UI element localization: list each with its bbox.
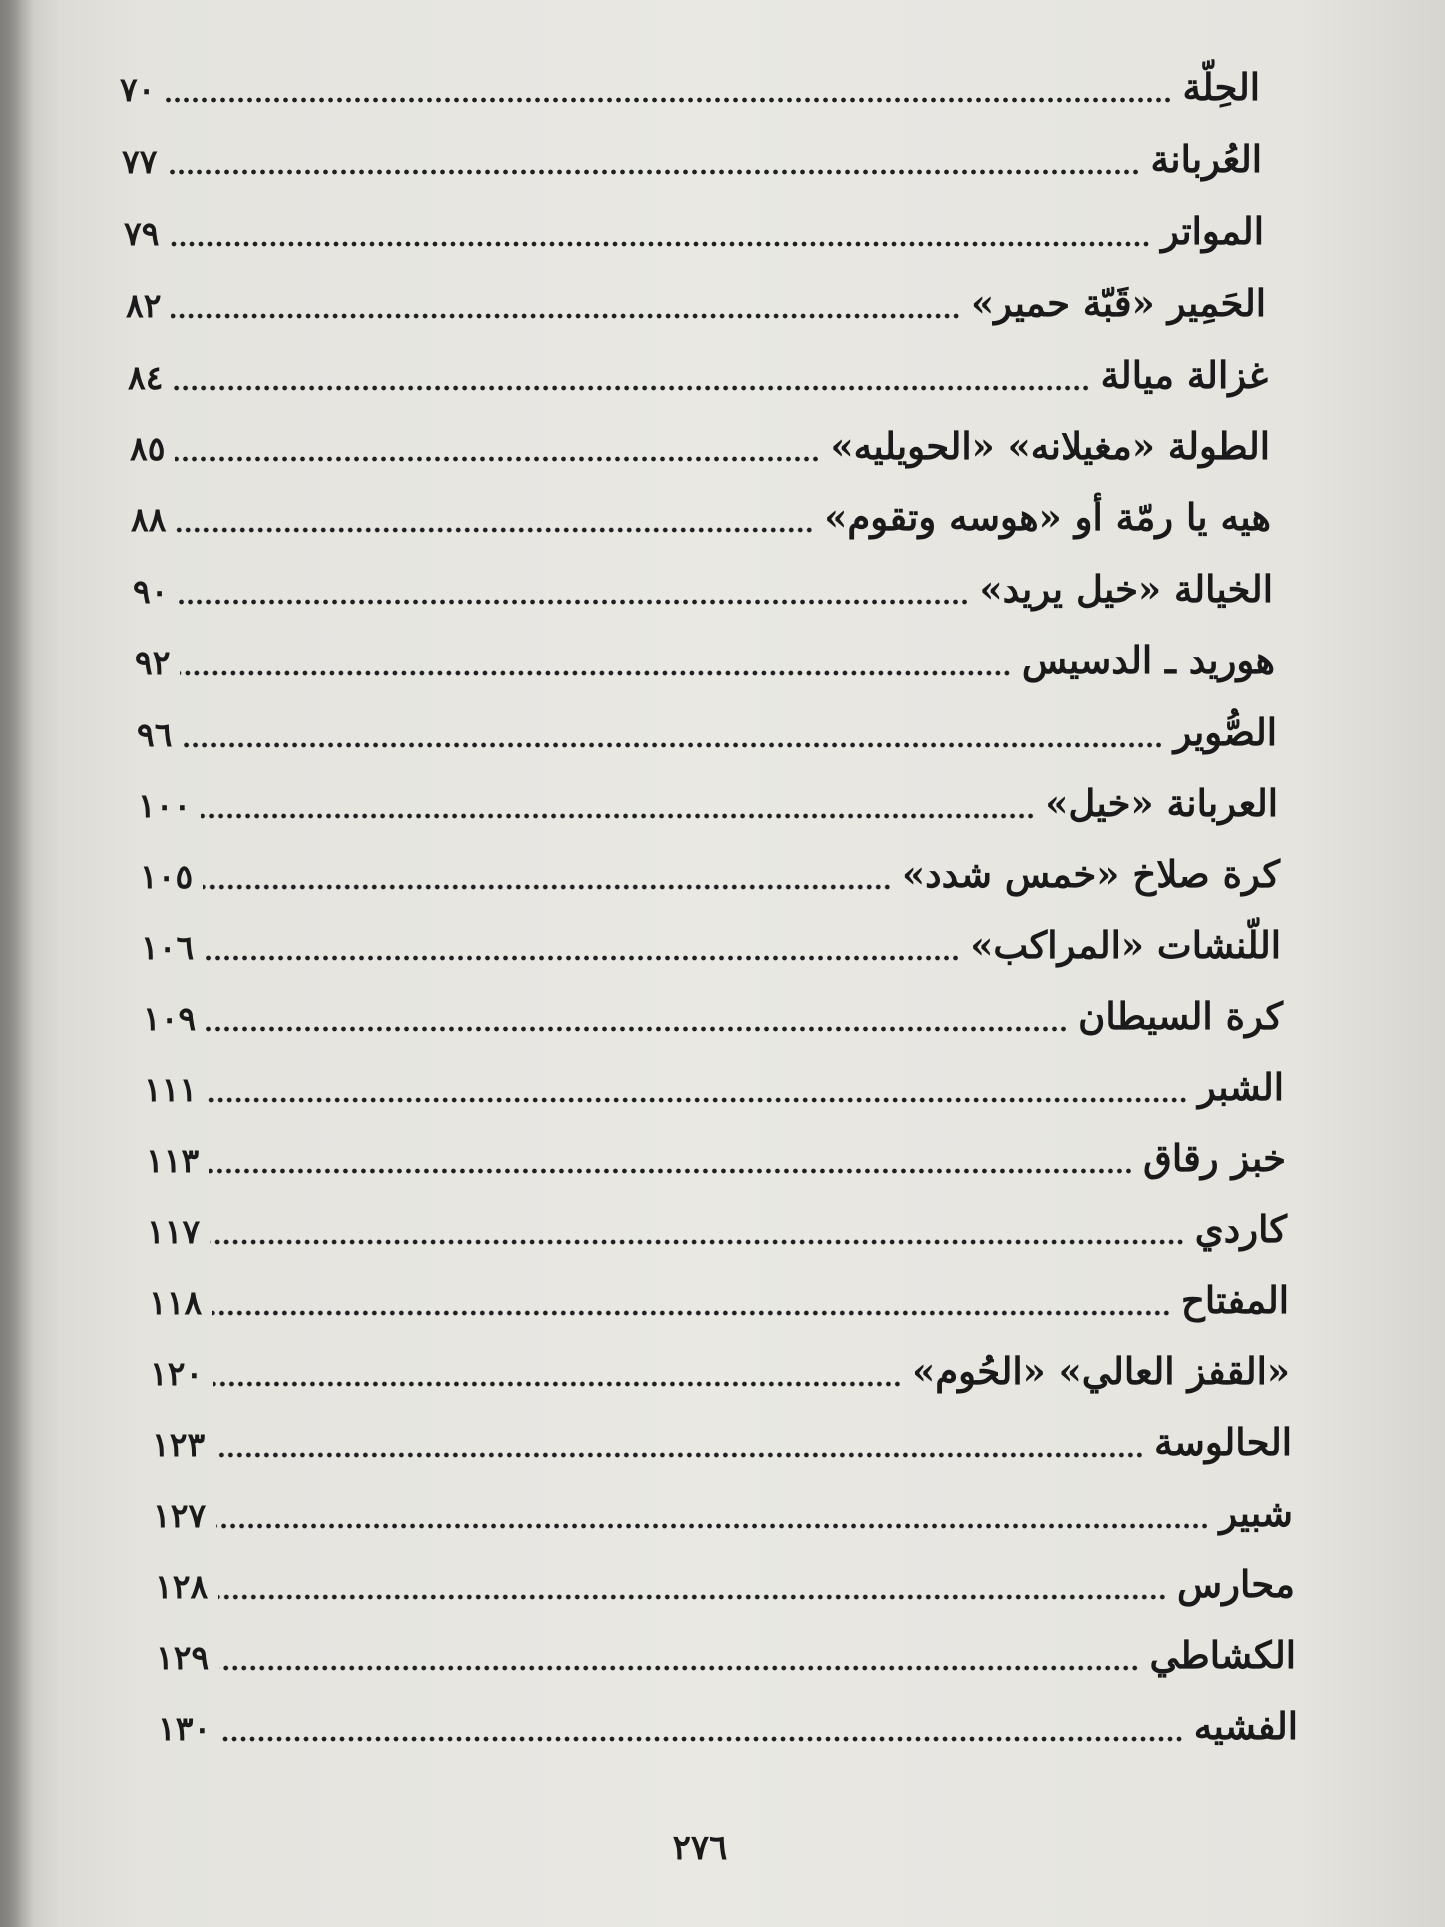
toc-entry-page: ٨٨ [131, 500, 167, 539]
toc-entry [120, 50, 1260, 110]
toc-entry-page: ٧٠ [120, 70, 156, 109]
toc-entry-title: العُربانة [1150, 137, 1262, 181]
toc-entry-page: ١١١ [144, 1070, 198, 1109]
dot-leader [176, 526, 814, 534]
toc-entry-page: ١٠٠ [138, 786, 192, 825]
toc-entry [144, 1050, 1284, 1110]
toc-entry [150, 1334, 1290, 1394]
toc-entry-title: اللّنشات «المراكب» [970, 923, 1281, 967]
page-number: ٢٧٦ [672, 1828, 728, 1868]
toc-entry-title: كرة صلاخ «خمس شدد» [901, 852, 1280, 896]
toc-entry-page: ٨٢ [126, 286, 162, 325]
toc-entry [152, 1405, 1292, 1465]
toc-entry [147, 1192, 1287, 1252]
dot-leader [203, 883, 892, 891]
toc-entry-page: ١٢٣ [152, 1425, 206, 1464]
toc-entry [137, 695, 1277, 755]
dot-leader [209, 1167, 1133, 1175]
dot-leader [216, 1522, 1209, 1530]
toc-entry-page: ٧٩ [124, 214, 160, 253]
toc-entry-title: شبير [1219, 1491, 1293, 1535]
toc-entry-title: المواتر [1160, 209, 1264, 253]
toc-entry-title: كرة السيطان [1078, 994, 1283, 1038]
toc-entry-page: ١٠٩ [143, 999, 197, 1038]
toc-entry [156, 1618, 1296, 1678]
dot-leader [207, 1096, 1188, 1104]
toc-entry-title: محارس [1176, 1562, 1295, 1606]
toc-entry-title: الكشاطي [1149, 1633, 1296, 1677]
dot-leader [165, 96, 1172, 104]
dot-leader [201, 812, 1035, 820]
dot-leader [218, 1593, 1167, 1601]
toc-entry [124, 194, 1264, 254]
dot-leader [215, 1451, 1144, 1459]
toc-entry-title: خبز رقاق [1143, 1136, 1286, 1180]
toc-entry-title: هوريد ـ الدسيس [1021, 638, 1275, 682]
toc-entry [135, 623, 1275, 683]
toc-entry [128, 338, 1268, 398]
toc-entry-title: الحِلّة [1182, 65, 1260, 109]
toc-entry-title: المفتاح [1181, 1278, 1289, 1322]
toc-entry [158, 1689, 1298, 1749]
toc-entry-page: ٧٧ [122, 142, 158, 181]
toc-entry-page: ١١٣ [146, 1141, 200, 1180]
toc-entry-title: الفشيه [1193, 1704, 1298, 1748]
toc-entry-page: ١٠٦ [141, 928, 195, 967]
toc-entry-page: ١٠٥ [140, 857, 194, 896]
toc-entry [140, 837, 1280, 897]
toc-entry-title: الحَمِير «قَبّة حمير» [971, 281, 1266, 325]
dot-leader [171, 312, 961, 320]
toc-entry-page: ٨٤ [128, 358, 164, 397]
toc-entry-page: ٩٠ [133, 572, 169, 611]
toc-entry-page: ١٣٠ [158, 1709, 212, 1748]
dot-leader [221, 1735, 1184, 1743]
toc-entry [133, 552, 1273, 612]
dot-leader [213, 1380, 902, 1388]
toc-entry [143, 979, 1283, 1039]
dot-leader [175, 455, 820, 463]
toc-entry [149, 1263, 1289, 1323]
dot-leader [204, 954, 960, 962]
toc-entry [138, 766, 1278, 826]
toc-entry-title: كاردي [1194, 1207, 1287, 1251]
dot-leader [173, 384, 1090, 392]
toc-entry-page: ٩٦ [137, 715, 173, 754]
dot-leader [210, 1238, 1185, 1246]
toc-entry [130, 409, 1270, 469]
toc-entry-title: هيه يا رمّة أو «هوسه وتقوم» [824, 495, 1271, 539]
toc-entry [153, 1476, 1293, 1536]
toc-entry-title: الطولة «مغيلانه» «الحويليه» [830, 424, 1270, 468]
toc-entry [126, 266, 1266, 326]
dot-leader [212, 1309, 1171, 1317]
dot-leader [182, 741, 1163, 749]
toc-entry-title: غزالة ميالة [1100, 353, 1268, 397]
dot-leader [169, 240, 1150, 248]
toc-entry-page: ١١٧ [147, 1212, 201, 1251]
toc-entry [146, 1121, 1286, 1181]
toc-entry-page: ٩٢ [135, 643, 171, 682]
toc-entry-title: «القفز العالي» «الحُوم» [912, 1349, 1290, 1393]
toc-entry [141, 908, 1281, 968]
toc-entry [122, 122, 1262, 182]
toc-entry-title: الصُّوير [1173, 710, 1277, 754]
dot-leader [206, 1025, 1068, 1033]
toc-entry-title: الحالوسة [1154, 1420, 1292, 1464]
toc-entry-page: ١٢٩ [156, 1638, 210, 1677]
toc-entry-title: الشبر [1197, 1065, 1284, 1109]
toc-entry [131, 480, 1271, 540]
toc-entry-page: ١١٨ [149, 1283, 203, 1322]
toc-entry-page: ١٢٠ [150, 1354, 204, 1393]
toc-entry-page: ١٢٨ [155, 1567, 209, 1606]
toc-entry-page: ٨٥ [130, 429, 166, 468]
toc-entry-title: العربانة «خيل» [1045, 781, 1278, 825]
toc-entry-page: ١٢٧ [153, 1496, 207, 1535]
dot-leader [167, 168, 1140, 176]
dot-leader [180, 669, 1011, 677]
toc-entry [155, 1547, 1295, 1607]
dot-leader [219, 1664, 1139, 1672]
dot-leader [178, 598, 969, 606]
toc-entry-title: الخيالة «خيل يريد» [979, 567, 1273, 611]
